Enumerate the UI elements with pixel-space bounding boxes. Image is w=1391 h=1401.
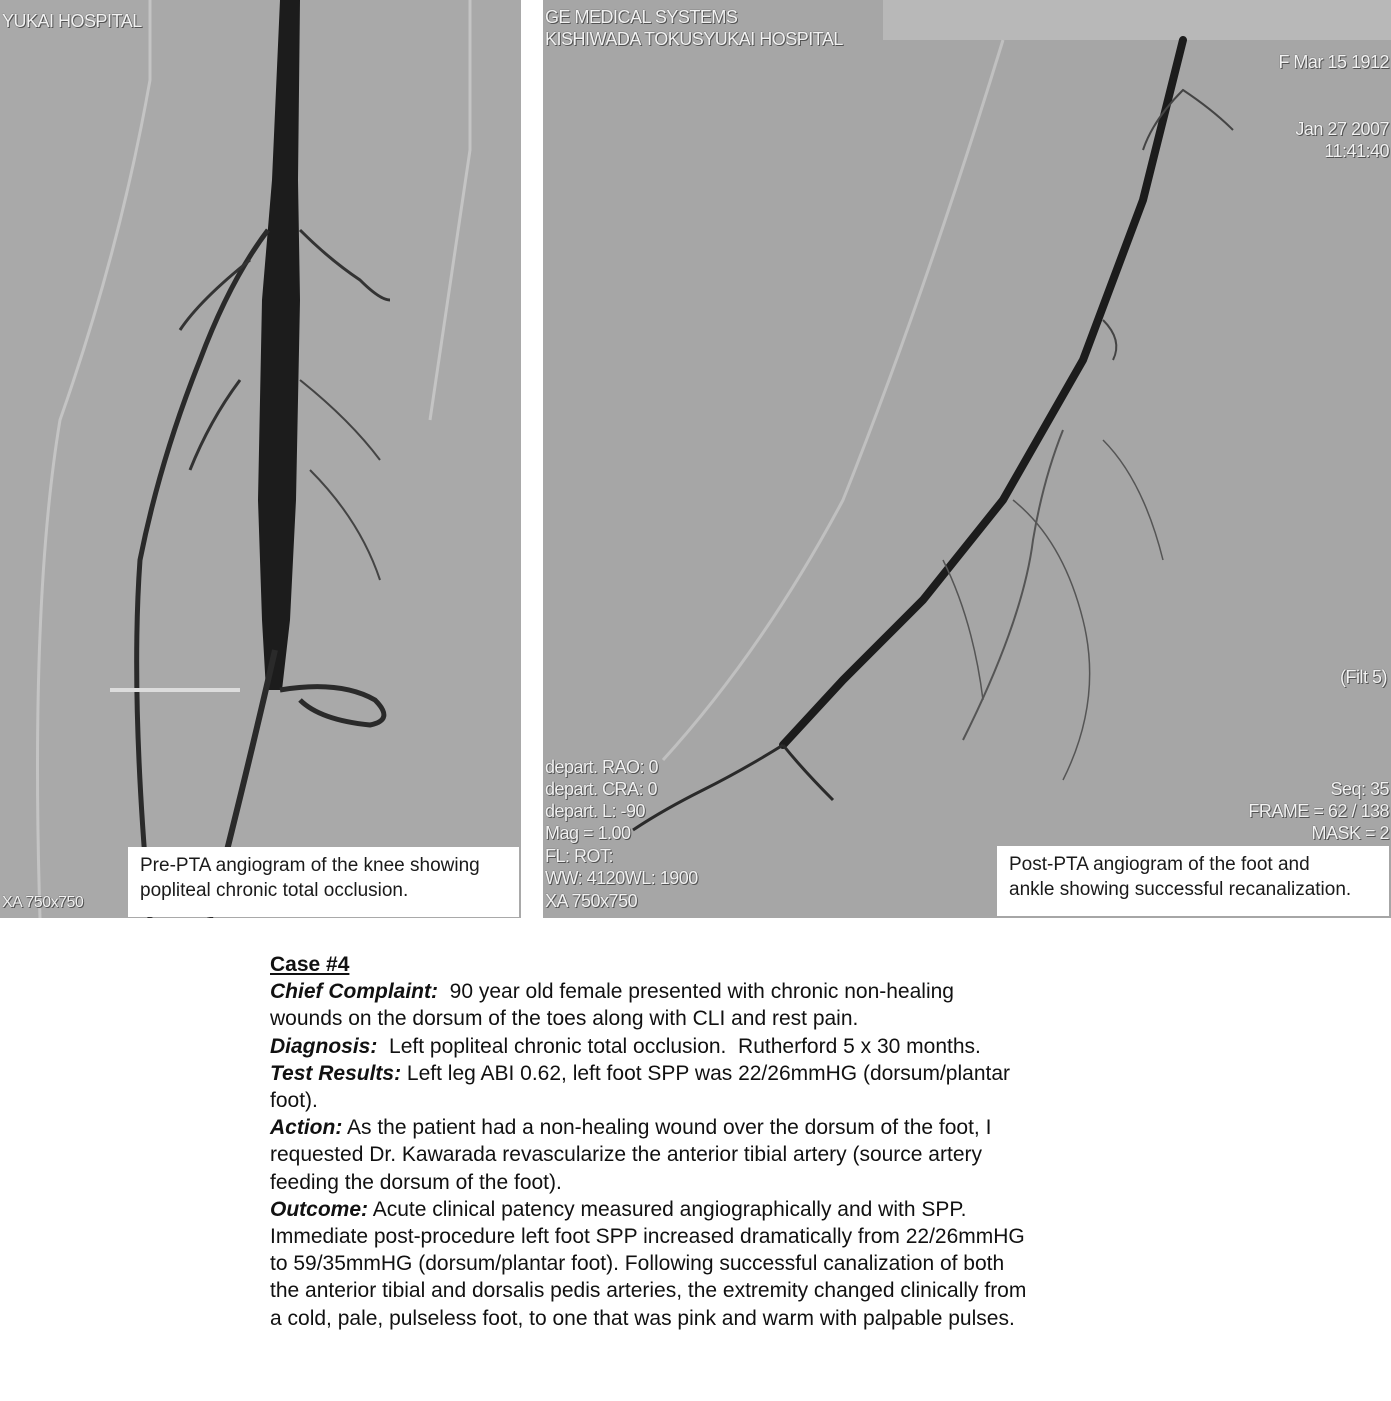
param-overlay: WW: 4120WL: 1900 [545, 868, 698, 888]
date-overlay: Jan 27 2007 [1295, 119, 1389, 139]
caption-line: ankle showing successful recanalization. [1009, 879, 1352, 900]
mask-overlay: MASK = 2 [1311, 823, 1389, 843]
seq-overlay: Seq: 35 [1330, 779, 1389, 799]
diagnosis-line [270, 1033, 1130, 1060]
pre-pta-angiogram [0, 0, 521, 918]
diagnosis-label: Diagnosis: [270, 1034, 378, 1058]
outcome-label: Outcome: [270, 1197, 369, 1221]
action-line: requested Dr. Kawarada revascularize the anterior tibial artery (source artery [270, 1143, 982, 1167]
outcome-line: to 59/35mmHG (dorsum/plantar foot). Following successful canalization of both [270, 1252, 1005, 1276]
test-results-label: Test Results: [270, 1061, 402, 1085]
test-results-line [270, 1060, 1130, 1087]
outcome-line: the anterior tibial and dorsalis pedis arteries, the extremity changed clinically from [270, 1279, 1027, 1303]
outcome-line: Immediate post-procedure left foot SPP increased dramatically from 22/26mmHG [270, 1225, 1025, 1249]
action-line: feeding the dorsum of the foot). [270, 1170, 562, 1194]
frame-overlay: FRAME = 62 / 138 [1248, 801, 1389, 821]
diagnosis-text: Left popliteal chronic total occlusion. Rutherford 5 x 30 months. [377, 1034, 981, 1058]
test-results-text: Left leg ABI 0.62, left foot SPP was 22/26mmHG (dorsum/plantar [401, 1061, 1011, 1085]
hospital-overlay: KISHIWADA TOKUSYUKAI HOSPITAL [545, 29, 843, 49]
post-pta-angiogram [543, 0, 1391, 918]
param-overlay: Mag = 1.00 [545, 823, 631, 843]
hospital-overlay: YUKAI HOSPITAL [2, 11, 142, 31]
knee-angiogram-image [0, 0, 521, 918]
time-overlay: 11:41:40 [1324, 141, 1389, 161]
chief-complaint-line: wounds on the dorsum of the toes along with CLI and rest pain. [270, 1007, 859, 1031]
param-overlay: depart. RAO: 0 [545, 757, 659, 777]
filter-overlay: (Filt 5) [1340, 667, 1387, 687]
action-text: As the patient had a non-healing wound over the dorsum of the foot, I [342, 1116, 992, 1140]
case-title: Case #4 [270, 953, 350, 976]
outcome-line [270, 1196, 1130, 1223]
chief-complaint-line [270, 978, 1130, 1005]
param-overlay: FL: ROT: [545, 846, 614, 866]
matrix-overlay: XA 750x750 [2, 894, 84, 911]
manufacturer-overlay: GE MEDICAL SYSTEMS [545, 7, 738, 27]
outcome-line: a cold, pale, pulseless foot, to one that was pink and warm with palpable pulses. [270, 1306, 1015, 1330]
chief-complaint-label: Chief Complaint: [270, 980, 438, 1004]
outcome-text: Acute clinical patency measured angiographically and with SPP. [368, 1197, 967, 1221]
caption-line: Pre-PTA angiogram of the knee showing [140, 855, 480, 876]
case-description [270, 951, 1130, 1332]
foot-angiogram-image [543, 0, 1391, 918]
patient-overlay: F Mar 15 1912 [1278, 52, 1389, 72]
test-results-line: foot). [270, 1089, 318, 1113]
action-label: Action: [270, 1116, 343, 1140]
action-line [270, 1114, 1130, 1141]
param-overlay: XA 750x750 [545, 891, 638, 911]
pre-pta-caption [128, 847, 519, 917]
post-pta-caption [997, 846, 1389, 916]
param-overlay: depart. CRA: 0 [545, 779, 658, 799]
caption-line: Post-PTA angiogram of the foot and [1009, 854, 1310, 875]
chief-complaint-text: 90 year old female presented with chronic non-healing [438, 980, 954, 1004]
caption-line: popliteal chronic total occlusion. [140, 880, 409, 901]
param-overlay: depart. L: -90 [545, 801, 646, 821]
